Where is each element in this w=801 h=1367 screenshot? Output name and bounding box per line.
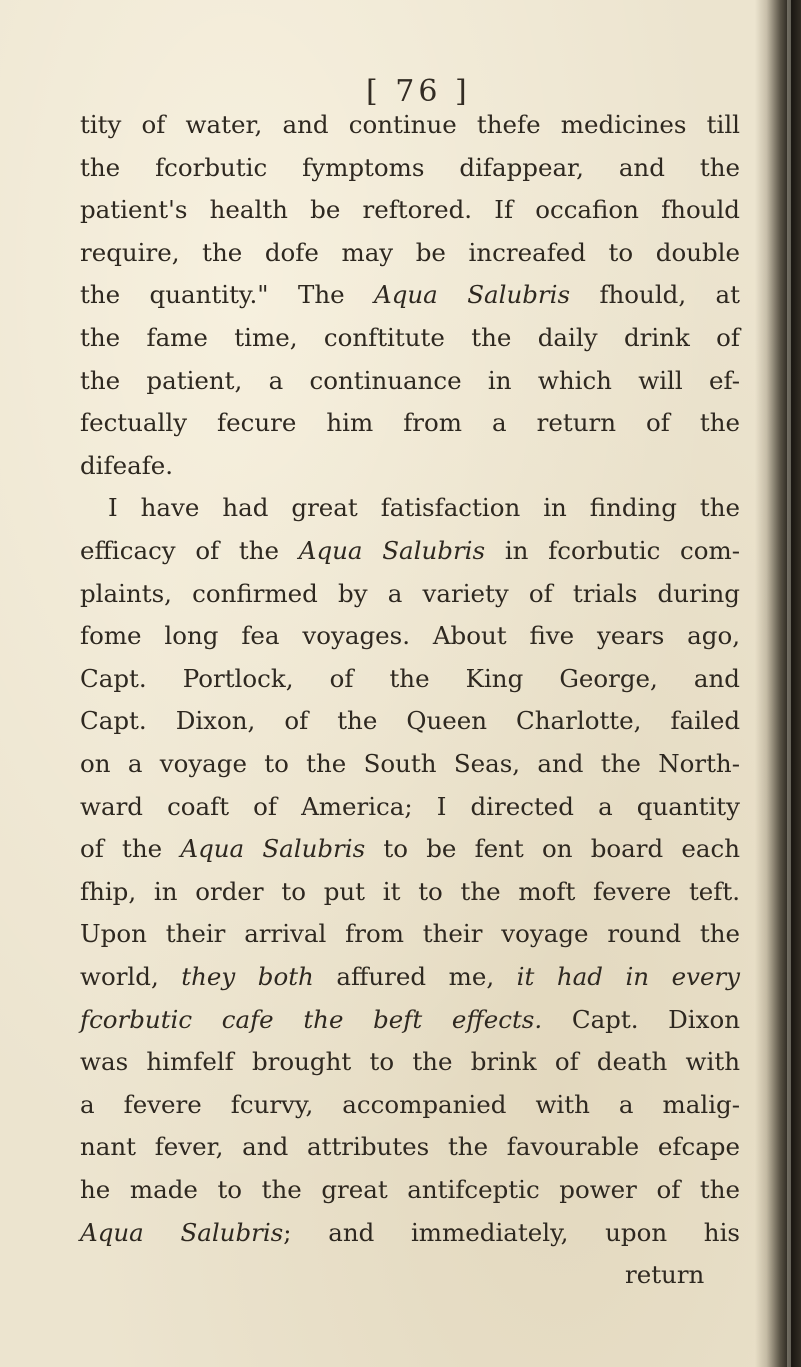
text-segment: fhould, at <box>570 280 741 310</box>
text-line <box>80 153 740 183</box>
text-line <box>80 579 740 609</box>
text-line <box>80 1218 740 1248</box>
text-segment: Capt. Portlock, of the King George, and <box>80 663 740 693</box>
text-segment: return <box>625 1260 705 1290</box>
text-segment: fome long fea voyages. About five years ago, <box>80 621 740 651</box>
text-segment: world, <box>80 962 182 991</box>
text-line <box>80 238 740 268</box>
text-line <box>80 280 740 310</box>
text-segment: in fcorbutic com- <box>485 536 741 565</box>
italic-text: Aqua Salubris <box>298 536 486 565</box>
text-line <box>80 706 740 736</box>
text-segment: Upon their arrival from their voyage round the <box>80 919 740 949</box>
page-number: [ 76 ] <box>366 74 471 109</box>
text-segment: affured me, <box>313 962 517 991</box>
text-segment: require, the dofe may be increafed to double <box>80 237 740 267</box>
italic-text: Aqua Salubris <box>374 280 571 310</box>
text-line <box>80 110 740 140</box>
text-line <box>80 1175 740 1205</box>
text-line <box>80 366 740 396</box>
text-segment: was himfelf brought to the brink of death with <box>80 1047 740 1077</box>
catchword <box>625 1260 704 1290</box>
text-line <box>80 451 173 481</box>
text-segment: the quantity." The <box>80 280 375 310</box>
text-line <box>80 195 740 225</box>
text-segment: the fcorbutic fymptoms difappear, and the <box>80 152 740 182</box>
text-segment: a fevere fcurvy, accompanied with a malig- <box>80 1089 740 1119</box>
text-segment: of the <box>80 834 181 864</box>
text-line <box>80 749 740 779</box>
text-segment: ; and immediately, upon his <box>283 1217 740 1247</box>
text-line <box>108 493 740 523</box>
text-line <box>80 1005 740 1035</box>
text-segment: nant fever, and attributes the favourable efcape <box>80 1132 740 1162</box>
italic-text: fcorbutic cafe the beft effects. <box>80 1004 543 1034</box>
text-segment: Capt. Dixon, of the Queen Charlotte, failed <box>80 706 740 736</box>
text-line <box>80 1090 740 1120</box>
text-segment: on a voyage to the South Seas, and the North- <box>80 749 740 778</box>
text-line <box>80 408 740 438</box>
text-segment: he made to the great antifceptic power of the <box>80 1175 740 1204</box>
text-segment: patient's health be reftored. If occafion fhould <box>80 195 740 225</box>
text-segment: to be fent on board each <box>365 834 740 864</box>
text-segment: Capt. Dixon <box>542 1004 740 1034</box>
text-line <box>80 919 740 949</box>
text-segment: I have had great fatisfaction in finding the <box>108 493 740 523</box>
text-segment: fhip, in order to put it to the moft fevere teft. <box>80 876 740 906</box>
text-segment: difeafe. <box>80 450 174 480</box>
text-line <box>80 834 740 864</box>
text-line <box>80 1132 740 1162</box>
text-segment: ward coaft of America; I directed a quantity <box>80 791 740 821</box>
text-line <box>80 1047 740 1077</box>
page-gutter-shadow <box>755 0 801 1367</box>
text-segment: tity of water, and continue thefe medicines till <box>80 110 740 139</box>
text-segment: the fame time, conftitute the daily drink of <box>80 323 740 352</box>
text-line <box>80 664 740 694</box>
text-line <box>80 792 740 822</box>
text-segment: fectually fecure him from a return of the <box>80 408 740 438</box>
page-edge-highlight <box>787 0 791 1367</box>
text-line <box>80 877 740 907</box>
text-line <box>80 621 740 651</box>
text-segment: efficacy of the <box>80 536 299 565</box>
italic-text: it had in every <box>516 962 741 991</box>
text-line <box>80 323 740 353</box>
text-segment: the patient, a continuance in which will ef- <box>80 365 740 395</box>
italic-text: Aqua Salubris <box>80 1217 284 1247</box>
text-line <box>80 536 740 566</box>
text-segment: plaints, confirmed by a variety of trials during <box>80 578 740 608</box>
italic-text: they both <box>181 962 314 991</box>
italic-text: Aqua Salubris <box>180 834 366 864</box>
text-line <box>80 962 740 992</box>
